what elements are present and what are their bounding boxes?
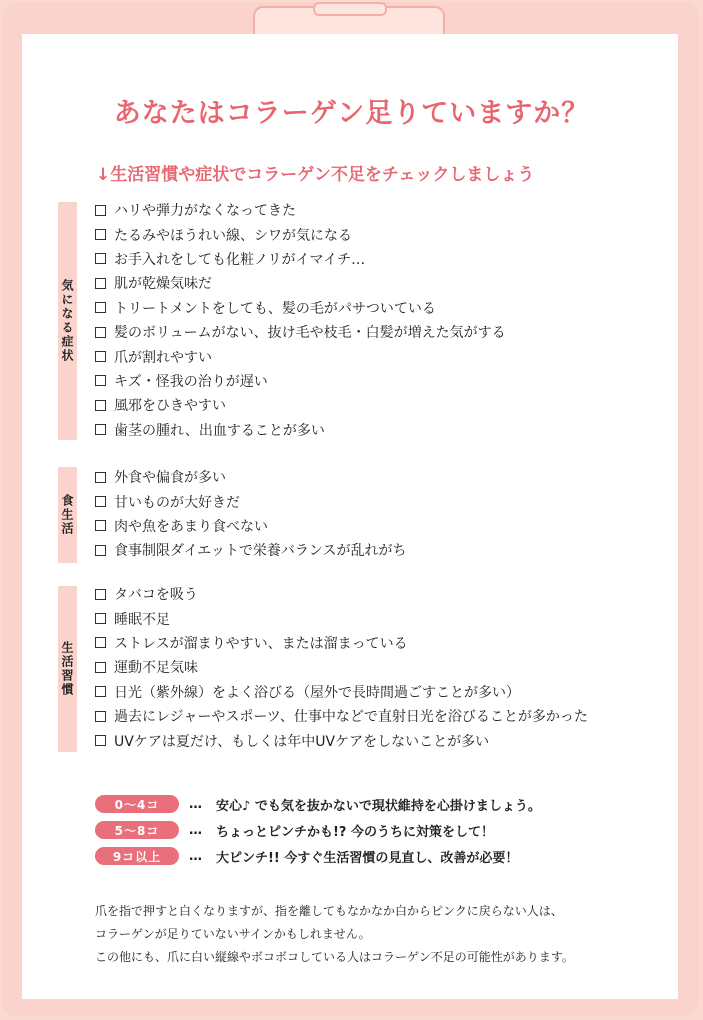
- checklist-item-label: 過去にレジャーやスポーツ、仕事中などで直射日光を浴びることが多かった: [114, 709, 588, 726]
- checklist-item-label: トリートメントをしても、髪の毛がパサついている: [114, 300, 436, 317]
- section-label-diet: 食生活: [60, 494, 74, 536]
- checklist-item-label: 歯茎の腫れ、出血することが多い: [114, 422, 325, 439]
- checklist-item-label: タバコを吸う: [114, 587, 198, 604]
- checklist-item[interactable]: [95, 198, 506, 222]
- checkbox[interactable]: [95, 613, 106, 624]
- section-tab-lifestyle: [58, 586, 77, 752]
- checklist-item-label: 肉や魚をあまり食べない: [114, 518, 268, 535]
- checkbox[interactable]: [95, 375, 106, 386]
- footnote: [95, 900, 574, 969]
- checklist-item[interactable]: [95, 631, 588, 655]
- checkbox[interactable]: [95, 711, 106, 722]
- checklist-item[interactable]: [95, 465, 406, 489]
- checklist-item[interactable]: [95, 369, 506, 393]
- checklist-item[interactable]: [95, 514, 406, 538]
- checkbox[interactable]: [95, 229, 106, 240]
- checklist-item-label: 爪が割れやすい: [114, 349, 212, 366]
- checklist-item[interactable]: [95, 393, 506, 417]
- checklist-item-label: 日光（紫外線）をよく浴びる（屋外で長時間過ごすことが多い）: [114, 684, 520, 701]
- checkbox[interactable]: [95, 496, 106, 507]
- checklist-item-label: 肌が乾燥気味だ: [114, 276, 212, 293]
- checklist-item-label: 睡眠不足: [114, 611, 170, 628]
- checkbox[interactable]: [95, 662, 106, 673]
- checklist-item-label: 甘いものが大好きだ: [114, 494, 240, 511]
- footnote-line: コラーゲンが足りていないサインかもしれません。: [95, 927, 371, 941]
- section-label-symptoms: 気になる症状: [60, 279, 74, 363]
- checklist-symptoms: [95, 198, 506, 442]
- checklist-item[interactable]: [95, 582, 588, 606]
- checkbox[interactable]: [95, 400, 106, 411]
- checklist-item-label: 運動不足気味: [114, 660, 198, 677]
- checklist-item[interactable]: [95, 680, 588, 704]
- checkbox[interactable]: [95, 637, 106, 648]
- checkbox[interactable]: [95, 686, 106, 697]
- checklist-item[interactable]: [95, 489, 406, 513]
- checklist-item[interactable]: [95, 538, 406, 562]
- checklist-item-label: UVケアは夏だけ、もしくは年中UVケアをしないことが多い: [114, 733, 490, 750]
- page-title: あなたはコラーゲン足りていますか？: [113, 98, 590, 129]
- checklist-item[interactable]: [95, 320, 506, 344]
- checkbox[interactable]: [95, 253, 106, 264]
- checkbox[interactable]: [95, 351, 106, 362]
- checklist-lifestyle: [95, 582, 588, 753]
- checkbox[interactable]: [95, 424, 106, 435]
- result-separator: …: [189, 848, 202, 864]
- page-subtitle: ↓生活習慣や症状でコラーゲン不足をチェックしましょう: [96, 165, 535, 185]
- footnote-line: この他にも、爪に白い縦線やボコボコしている人はコラーゲン不足の可能性があります。: [95, 950, 574, 964]
- checkbox[interactable]: [95, 327, 106, 338]
- checklist-item[interactable]: [95, 344, 506, 368]
- section-tab-symptoms: [58, 202, 77, 440]
- result-range-badge: 0～4コ: [95, 795, 179, 813]
- result-row: [95, 820, 494, 840]
- checklist-item[interactable]: [95, 247, 506, 271]
- checklist-item[interactable]: [95, 222, 506, 246]
- checkbox[interactable]: [95, 302, 106, 313]
- result-separator: …: [189, 822, 202, 838]
- checklist-item-label: 食事制限ダイエットで栄養バランスが乱れがち: [114, 543, 407, 560]
- footnote-line: 爪を指で押すと白くなりますが、指を離してもなかなか白からピンクに戻らない人は、: [95, 904, 563, 918]
- checklist-item[interactable]: [95, 418, 506, 442]
- checklist-item-label: たるみやほうれい線、シワが気になる: [114, 227, 352, 244]
- section-label-lifestyle: 生活習慣: [60, 641, 74, 697]
- checkbox[interactable]: [95, 735, 106, 746]
- checkbox[interactable]: [95, 472, 106, 483]
- checklist-item[interactable]: [95, 728, 588, 752]
- checkbox[interactable]: [95, 589, 106, 600]
- result-message: ちょっとピンチかも!? 今のうちに対策をして！: [216, 824, 494, 840]
- checklist-item-label: ハリや弾力がなくなってきた: [114, 203, 296, 220]
- checklist-diet: [95, 465, 406, 563]
- checklist-item-label: お手入れをしても化粧ノリがイマイチ…: [114, 251, 366, 268]
- checklist-item[interactable]: [95, 606, 588, 630]
- checkbox[interactable]: [95, 520, 106, 531]
- checklist-item-label: キズ・怪我の治りが遅い: [114, 373, 268, 390]
- checkbox[interactable]: [95, 278, 106, 289]
- result-separator: …: [189, 796, 202, 812]
- checklist-item[interactable]: [95, 296, 506, 320]
- checklist-item[interactable]: [95, 655, 588, 679]
- checklist-item[interactable]: [95, 704, 588, 728]
- checklist-item-label: 外食や偏食が多い: [114, 470, 226, 487]
- checklist-item-label: ストレスが溜まりやすい、または溜まっている: [114, 635, 408, 652]
- result-range-badge: 5～8コ: [95, 821, 179, 839]
- section-tab-diet: [58, 467, 77, 563]
- checkbox[interactable]: [95, 545, 106, 556]
- checklist-item-label: 風邪をひきやすい: [114, 398, 226, 415]
- checkbox[interactable]: [95, 205, 106, 216]
- result-row: [95, 794, 541, 814]
- result-range-badge: 9コ以上: [95, 847, 179, 865]
- checklist-item-label: 髪のボリュームがない、抜け毛や枝毛・白髪が増えた気がする: [114, 325, 506, 342]
- result-message: 大ピンチ!! 今すぐ生活習慣の見直し、改善が必要！: [216, 850, 519, 866]
- result-message: 安心♪ でも気を抜かないで現状維持を心掛けましょう。: [216, 798, 541, 814]
- checklist-item[interactable]: [95, 271, 506, 295]
- result-row: [95, 846, 518, 866]
- clipboard-clip-tab: [313, 2, 387, 16]
